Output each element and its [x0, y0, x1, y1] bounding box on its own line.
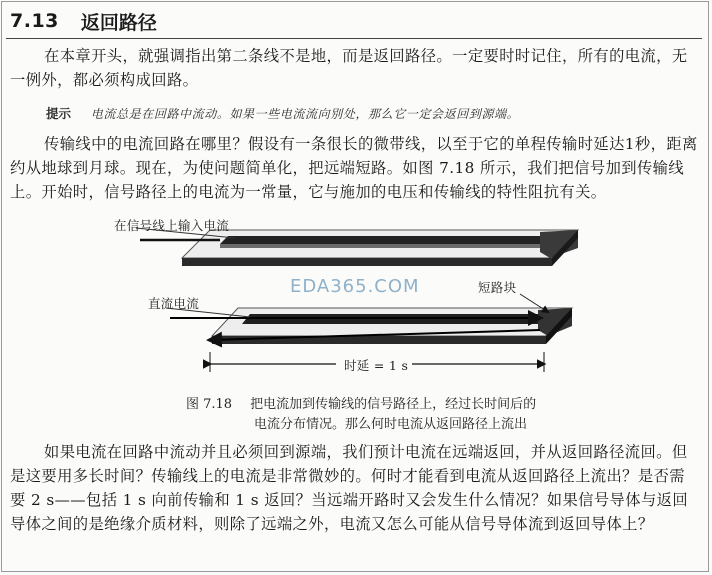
- tip-label: 提示: [46, 106, 72, 121]
- heading-rule: [6, 38, 702, 39]
- figure-caption: [186, 395, 636, 435]
- tip-box: [46, 104, 686, 124]
- watermark: EDA365.COM: [290, 276, 420, 297]
- label-dc-current: 直流电流: [148, 296, 200, 311]
- section-number: 7.13: [10, 10, 59, 32]
- label-input-current: 在信号线上输入电流: [114, 218, 230, 233]
- label-short-block: 短路块: [478, 280, 517, 295]
- tip-text: 电流总是在回路中流动。如果一些电流流向别处，那么它一定会返回到源端。: [90, 107, 520, 121]
- lower-transmission-line: [166, 308, 572, 344]
- paragraph-return-timing: 如果电流在回路中流动并且必须回到源端，我们预计电流在远端返回，并从返回路径流回。但是这要用多长时间？传输线上的电流是非常微妙的。何时才能看到电流从返回路径上流出？是否需要 2 s——包括 1 s 向前传输和 1 s 返回？当远端开路时又会发生什么情况？如果信号导体与返回导体之间的是绝缘介质材料，则除了远端之外，电流又怎么可能从信号导体流到返回导体上？: [10, 443, 689, 533]
- section-heading: [10, 6, 702, 36]
- caption-line-2: 电流分布情况。那么何时电流从返回路径上流出: [254, 417, 528, 432]
- intro-paragraph: 在本章开头，就强调指出第二条线不是地，而是返回路径。一定要时时记住，所有的电流，无一例外，都必须构成回路。: [10, 47, 688, 89]
- label-delay: 时延 = 1 s: [344, 358, 409, 373]
- caption-number: 图 7.18: [186, 397, 233, 412]
- caption-line-1: 把电流加到传输线的信号路径上，经过长时间后的: [250, 397, 537, 412]
- figure-7-18: [100, 212, 620, 402]
- paragraph-current-loop: 传输线中的电流回路在哪里？假设有一条很长的微带线，以至于它的单程传输时延达1秒，距离约从地球到月球。现在，为使问题简单化，把远端短路。如图 7.18 所示，我们把信号加到传输线上。开始时，信号路径上的电流为一常量，它与施加的电压和传输线的特性阻抗有关。: [10, 135, 698, 201]
- section-title: 返回路径: [80, 11, 157, 34]
